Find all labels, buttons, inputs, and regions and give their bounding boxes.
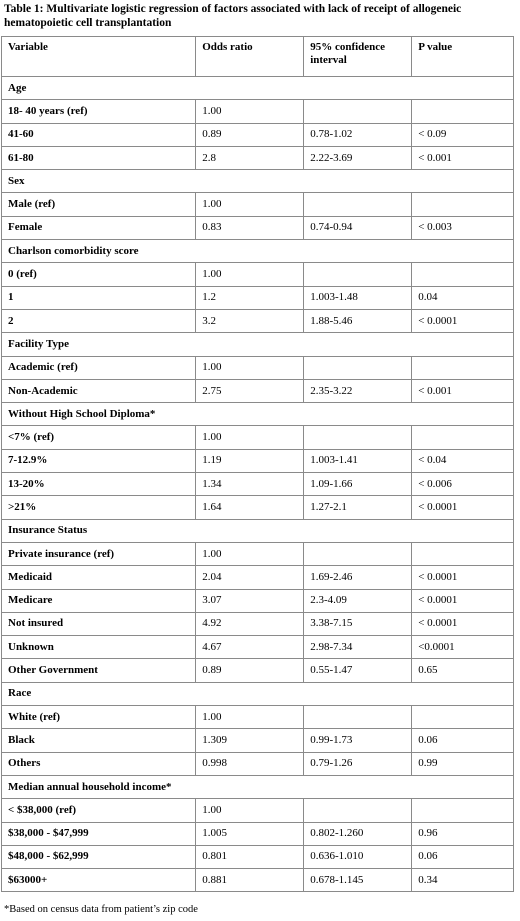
section-row <box>2 519 514 542</box>
ci-cell <box>304 706 412 729</box>
odds-ratio-cell: 0.881 <box>196 869 304 892</box>
section-label: Facility Type <box>2 333 514 356</box>
p-value-cell <box>412 799 514 822</box>
p-value-cell: 0.96 <box>412 822 514 845</box>
section-row <box>2 77 514 100</box>
variable-cell: Black <box>2 729 196 752</box>
ci-cell: 0.55-1.47 <box>304 659 412 682</box>
ci-cell <box>304 799 412 822</box>
ci-cell: 0.678-1.145 <box>304 869 412 892</box>
table-row <box>2 449 514 472</box>
variable-cell: 41-60 <box>2 123 196 146</box>
odds-ratio-cell: 1.00 <box>196 193 304 216</box>
variable-cell: Unknown <box>2 636 196 659</box>
p-value-cell: 0.65 <box>412 659 514 682</box>
ci-cell: 0.78-1.02 <box>304 123 412 146</box>
section-row <box>2 682 514 705</box>
variable-cell: 2 <box>2 309 196 332</box>
variable-cell: <7% (ref) <box>2 426 196 449</box>
p-value-cell: < 0.006 <box>412 473 514 496</box>
variable-cell: White (ref) <box>2 706 196 729</box>
odds-ratio-cell: 1.309 <box>196 729 304 752</box>
variable-cell: Others <box>2 752 196 775</box>
header-odds-ratio: Odds ratio <box>196 37 304 77</box>
regression-table <box>1 36 514 892</box>
odds-ratio-cell: 2.04 <box>196 566 304 589</box>
section-label: Age <box>2 77 514 100</box>
ci-cell: 0.802-1.260 <box>304 822 412 845</box>
p-value-cell: 0.04 <box>412 286 514 309</box>
table-row <box>2 752 514 775</box>
ci-cell: 2.98-7.34 <box>304 636 412 659</box>
variable-cell: 0 (ref) <box>2 263 196 286</box>
odds-ratio-cell: 3.07 <box>196 589 304 612</box>
p-value-cell: < 0.0001 <box>412 309 514 332</box>
ci-cell: 1.003-1.41 <box>304 449 412 472</box>
odds-ratio-cell: 3.2 <box>196 309 304 332</box>
section-row <box>2 240 514 263</box>
table-row <box>2 193 514 216</box>
variable-cell: Medicaid <box>2 566 196 589</box>
p-value-cell <box>412 263 514 286</box>
section-row <box>2 333 514 356</box>
p-value-cell: < 0.001 <box>412 146 514 169</box>
ci-cell: 2.35-3.22 <box>304 379 412 402</box>
odds-ratio-cell: 0.89 <box>196 123 304 146</box>
ci-cell <box>304 356 412 379</box>
odds-ratio-cell: 1.2 <box>196 286 304 309</box>
p-value-cell: 0.06 <box>412 729 514 752</box>
table-row <box>2 286 514 309</box>
odds-ratio-cell: 1.19 <box>196 449 304 472</box>
ci-cell: 1.003-1.48 <box>304 286 412 309</box>
ci-cell: 1.09-1.66 <box>304 473 412 496</box>
ci-cell: 1.69-2.46 <box>304 566 412 589</box>
p-value-cell <box>412 542 514 565</box>
p-value-cell <box>412 193 514 216</box>
table-row <box>2 496 514 519</box>
table-row <box>2 379 514 402</box>
p-value-cell: 0.06 <box>412 845 514 868</box>
odds-ratio-cell: 1.00 <box>196 799 304 822</box>
variable-cell: Not insured <box>2 612 196 635</box>
variable-cell: $48,000 - $62,999 <box>2 845 196 868</box>
table-row <box>2 542 514 565</box>
section-label: Insurance Status <box>2 519 514 542</box>
odds-ratio-cell: 1.00 <box>196 263 304 286</box>
odds-ratio-cell: 1.34 <box>196 473 304 496</box>
variable-cell: Male (ref) <box>2 193 196 216</box>
ci-cell: 1.88-5.46 <box>304 309 412 332</box>
odds-ratio-cell: 1.00 <box>196 356 304 379</box>
odds-ratio-cell: 1.00 <box>196 100 304 123</box>
ci-cell: 3.38-7.15 <box>304 612 412 635</box>
variable-cell: 13-20% <box>2 473 196 496</box>
ci-cell: 0.74-0.94 <box>304 216 412 239</box>
ci-cell <box>304 100 412 123</box>
p-value-cell: 0.99 <box>412 752 514 775</box>
ci-cell: 1.27-2.1 <box>304 496 412 519</box>
table-row <box>2 659 514 682</box>
section-label: Sex <box>2 170 514 193</box>
ci-cell <box>304 426 412 449</box>
table-row <box>2 869 514 892</box>
section-label: Race <box>2 682 514 705</box>
table-row <box>2 146 514 169</box>
section-row <box>2 170 514 193</box>
variable-cell: $38,000 - $47,999 <box>2 822 196 845</box>
odds-ratio-cell: 0.801 <box>196 845 304 868</box>
table-header-row <box>2 37 514 77</box>
variable-cell: 1 <box>2 286 196 309</box>
variable-cell: Academic (ref) <box>2 356 196 379</box>
p-value-cell: 0.34 <box>412 869 514 892</box>
p-value-cell: < 0.0001 <box>412 496 514 519</box>
p-value-cell <box>412 356 514 379</box>
section-label: Charlson comorbidity score <box>2 240 514 263</box>
table-row <box>2 706 514 729</box>
p-value-cell <box>412 100 514 123</box>
p-value-cell: < 0.04 <box>412 449 514 472</box>
ci-cell <box>304 263 412 286</box>
table-row <box>2 822 514 845</box>
ci-cell: 2.3-4.09 <box>304 589 412 612</box>
p-value-cell: < 0.003 <box>412 216 514 239</box>
section-label: Median annual household income* <box>2 775 514 798</box>
table-row <box>2 473 514 496</box>
table-row <box>2 729 514 752</box>
odds-ratio-cell: 1.00 <box>196 542 304 565</box>
p-value-cell: < 0.001 <box>412 379 514 402</box>
ci-cell: 0.636-1.010 <box>304 845 412 868</box>
odds-ratio-cell: 1.00 <box>196 426 304 449</box>
p-value-cell <box>412 426 514 449</box>
odds-ratio-cell: 4.92 <box>196 612 304 635</box>
header-p-value: P value <box>412 37 514 77</box>
variable-cell: Medicare <box>2 589 196 612</box>
odds-ratio-cell: 0.89 <box>196 659 304 682</box>
p-value-cell: <0.0001 <box>412 636 514 659</box>
table-row <box>2 636 514 659</box>
variable-cell: >21% <box>2 496 196 519</box>
section-label: Without High School Diploma* <box>2 403 514 426</box>
ci-cell: 0.99-1.73 <box>304 729 412 752</box>
table-row <box>2 612 514 635</box>
odds-ratio-cell: 2.8 <box>196 146 304 169</box>
odds-ratio-cell: 0.83 <box>196 216 304 239</box>
variable-cell: $63000+ <box>2 869 196 892</box>
table-row <box>2 566 514 589</box>
table-title: Table 1: Multivariate logistic regression of factors associated with lack of receipt of allogeneic hematopoietic cell transplantation <box>4 3 462 29</box>
odds-ratio-cell: 0.998 <box>196 752 304 775</box>
odds-ratio-cell: 4.67 <box>196 636 304 659</box>
table-row <box>2 100 514 123</box>
p-value-cell: < 0.0001 <box>412 566 514 589</box>
odds-ratio-cell: 1.005 <box>196 822 304 845</box>
table-row <box>2 845 514 868</box>
table-body <box>2 37 514 892</box>
ci-cell <box>304 193 412 216</box>
odds-ratio-cell: 1.64 <box>196 496 304 519</box>
table-row <box>2 426 514 449</box>
table-row <box>2 589 514 612</box>
odds-ratio-cell: 2.75 <box>196 379 304 402</box>
header-variable: Variable <box>2 37 196 77</box>
table-row <box>2 123 514 146</box>
variable-cell: < $38,000 (ref) <box>2 799 196 822</box>
table-row <box>2 799 514 822</box>
table-row <box>2 263 514 286</box>
table-row <box>2 216 514 239</box>
p-value-cell <box>412 706 514 729</box>
header-confidence-interval: 95% confidence interval <box>304 37 412 77</box>
odds-ratio-cell: 1.00 <box>196 706 304 729</box>
p-value-cell: < 0.0001 <box>412 612 514 635</box>
variable-cell: 18- 40 years (ref) <box>2 100 196 123</box>
section-row <box>2 403 514 426</box>
variable-cell: 61-80 <box>2 146 196 169</box>
variable-cell: Non-Academic <box>2 379 196 402</box>
ci-cell: 0.79-1.26 <box>304 752 412 775</box>
variable-cell: Other Government <box>2 659 196 682</box>
variable-cell: Private insurance (ref) <box>2 542 196 565</box>
ci-cell <box>304 542 412 565</box>
p-value-cell: < 0.0001 <box>412 589 514 612</box>
p-value-cell: < 0.09 <box>412 123 514 146</box>
variable-cell: Female <box>2 216 196 239</box>
table-row <box>2 356 514 379</box>
section-row <box>2 775 514 798</box>
variable-cell: 7-12.9% <box>2 449 196 472</box>
table-row <box>2 309 514 332</box>
ci-cell: 2.22-3.69 <box>304 146 412 169</box>
footnote: *Based on census data from patient’s zip code <box>4 904 198 915</box>
